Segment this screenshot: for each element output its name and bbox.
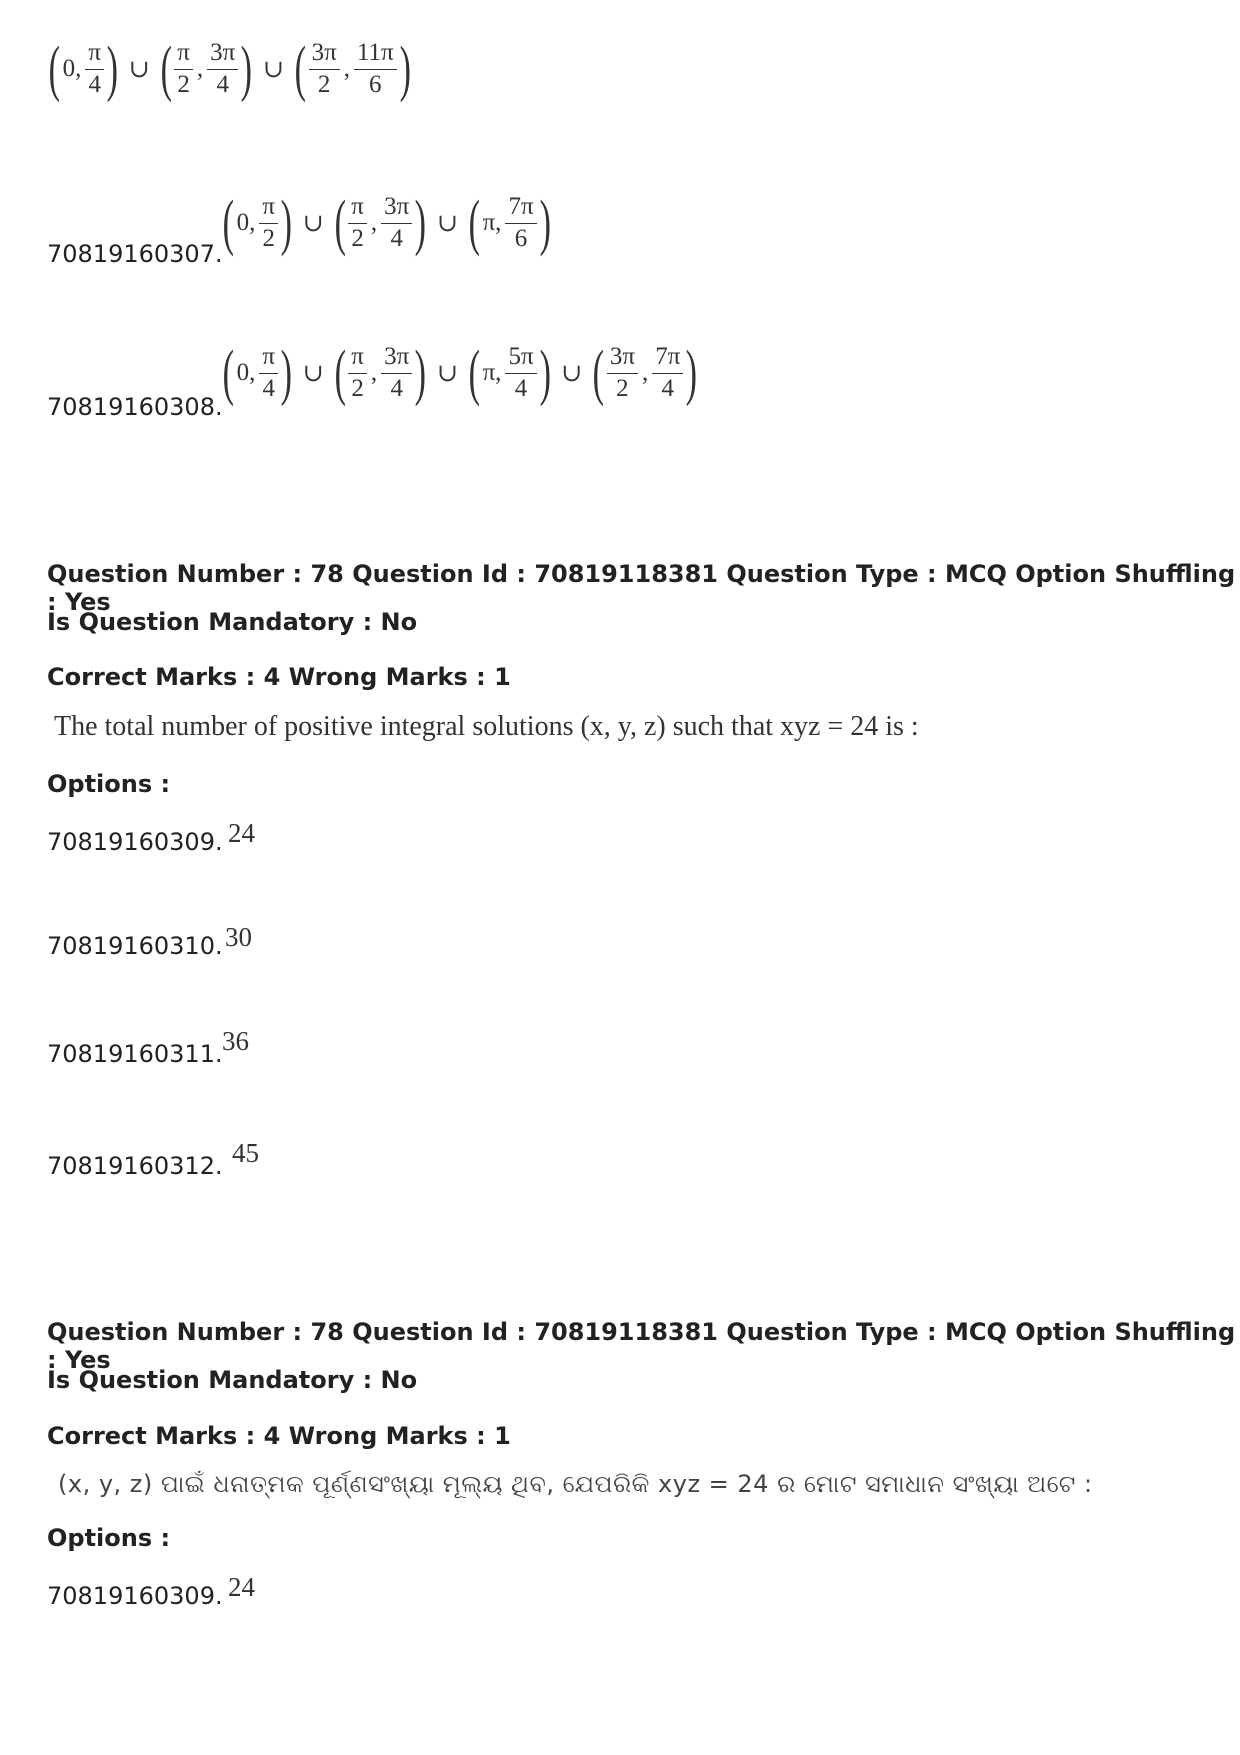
option-id-308: 70819160308. (47, 393, 223, 421)
option-math-308: ( 0, $\frac{\pi}{4}$ ) ∪ ( $\frac{\pi}{2}$ , $\frac{3\pi}{4}$ ) ∪ ( π, $\frac{5\pi}{4}$ ) ∪ ( $\frac{3\pi}{2}$ , $\frac{7\pi}{4}$ ) (222, 339, 698, 407)
question-mandatory: Is Question Mandatory : No (47, 608, 418, 636)
options-label: Options : (47, 770, 171, 798)
option-id: 70819160310. (47, 932, 223, 960)
options-label: Options : (47, 1524, 171, 1552)
option-id: 70819160312. (47, 1152, 223, 1180)
question-header: Question Number : 78 Question Id : 70819118381 Question Type : MCQ Option Shuffling : Yes (47, 560, 1236, 616)
option-value: 36 (222, 1026, 249, 1056)
option-value: 45 (232, 1138, 259, 1168)
option-value: 30 (225, 922, 252, 952)
option-id: 70819160311. (47, 1040, 223, 1068)
option-id: 70819160309. (47, 1582, 223, 1610)
option-value: 24 (228, 818, 255, 848)
question-stem-odia: (x, y, z) ପାଇଁ ଧନାତ୍ମକ ପୂର୍ଣ୍ଣସଂଖ୍ୟା ମୂଲ୍ୟ ଥିବ, ଯେପରିକି xyz = 24 ର ମୋଟ ସମାଧାନ ସଂଖ୍ୟା ଅଟେ : (58, 1470, 1093, 1498)
option-id: 70819160309. (47, 828, 223, 856)
question-marks: Correct Marks : 4 Wrong Marks : 1 (47, 663, 511, 691)
option-math-1: ( 0, $\frac{\pi}{4}$ ) ∪ ( $\frac{\pi}{2}$ , $\frac{3\pi}{4}$ ) ∪ ( $\frac{3\pi}{2}$ , $\frac{11\pi}{6}$ ) (48, 35, 411, 103)
question-stem: The total number of positive integral solutions (x, y, z) such that xyz = 24 is : (54, 711, 919, 742)
question-mandatory: Is Question Mandatory : No (47, 1366, 418, 1394)
option-value: 24 (228, 1572, 255, 1602)
question-header: Question Number : 78 Question Id : 70819118381 Question Type : MCQ Option Shuffling : Yes (47, 1318, 1236, 1374)
option-math-307: ( 0, $\frac{\pi}{2}$ ) ∪ ( $\frac{\pi}{2}$ , $\frac{3\pi}{4}$ ) ∪ ( π, $\frac{7\pi}{6}$ ) (222, 189, 551, 257)
question-marks: Correct Marks : 4 Wrong Marks : 1 (47, 1422, 511, 1450)
option-id-307: 70819160307. (47, 240, 223, 268)
